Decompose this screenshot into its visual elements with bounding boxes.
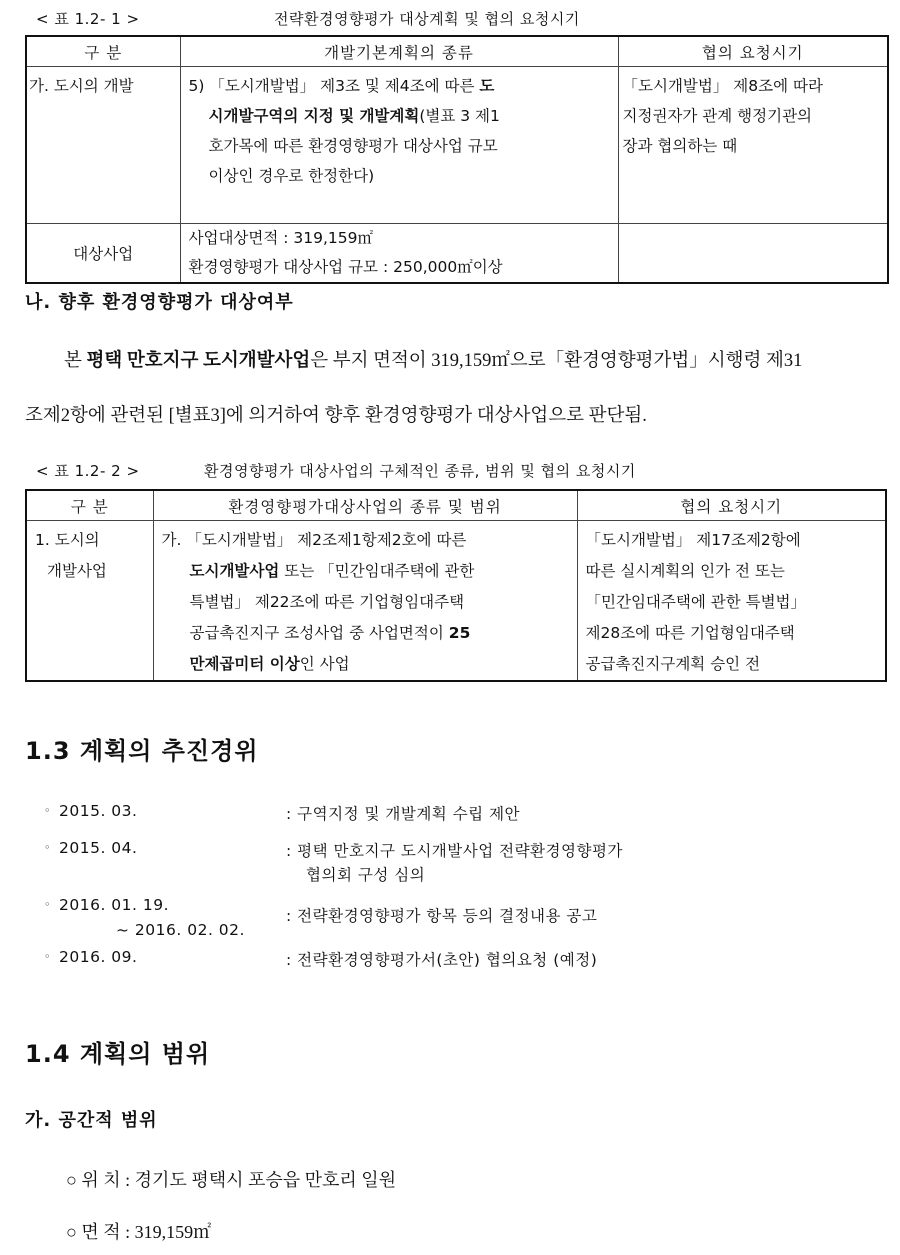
- type-line: 특별법」 제22조에 따른 기업형임대주택: [189, 593, 465, 611]
- history-item-date: ◦ 2016. 01. 19. ~ 2016. 02. 02.: [44, 896, 245, 939]
- header-project-type: 환경영향평가대상사업의 종류 및 범위: [153, 490, 577, 521]
- type-bold: 도시개발사업: [189, 562, 280, 580]
- plan-type-line: (별표 3 제1: [419, 107, 500, 125]
- project-scale-line: 환경영향평가 대상사업 규모 : 250,000㎡이상: [188, 258, 503, 276]
- table1-caption-title: 전략환경영향평가 대상계획 및 협의 요청시기: [274, 10, 580, 28]
- section-heading-future-eia: 나. 향후 환경영향평가 대상여부: [25, 292, 294, 313]
- header-timing: 협의 요청시기: [577, 490, 886, 521]
- timing-cell: [577, 521, 886, 682]
- history-item-desc: : 전략환경영향평가 항목 등의 결정내용 공고: [286, 907, 598, 925]
- table-header-row: [26, 36, 888, 67]
- plan-type-bold: 도: [479, 77, 495, 95]
- history-item-desc: : 전략환경영향평가서(초안) 협의요청 (예정): [286, 951, 598, 969]
- header-category: 구 분: [26, 36, 180, 67]
- plan-type-line: 5) 「도시개발법」 제3조 및 제4조에 따른: [188, 77, 480, 95]
- timing-line: 장과 협의하는 때: [622, 137, 738, 155]
- subsection-heading-spatial-scope: 가. 공간적 범위: [25, 1110, 158, 1131]
- project-type-cell: [153, 521, 577, 682]
- history-item-desc: : 평택 만호지구 도시개발사업 전략환경영향평가 협의회 구성 심의: [286, 842, 623, 884]
- type-line: 가. 「도시개발법」 제2조제1항제2호에 따른: [161, 531, 467, 549]
- type-line: 또는 「민간임대주택에 관한: [279, 562, 475, 580]
- history-item-desc: : 구역지정 및 개발계획 수립 제안: [286, 805, 521, 823]
- row-label-target-project: 대상사업: [26, 224, 180, 284]
- header-timing: 협의 요청시기: [618, 36, 888, 67]
- timing-line: 제28조에 따른 기업형임대주택: [585, 624, 795, 642]
- timing-line: 지정권자가 관계 행정기관의: [622, 107, 813, 125]
- table1-caption-number: < 표 1.2- 1 >: [36, 10, 140, 28]
- target-project-cell: [180, 224, 618, 284]
- paragraph-line-1: 본 평택 만호지구 도시개발사업은 부지 면적이 319,159㎡으로「환경영향평가법」시행령 제31: [64, 351, 803, 371]
- history-item-date: ◦ 2015. 04.: [44, 839, 138, 857]
- timing-line: 따른 실시계획의 인가 전 또는: [585, 562, 785, 580]
- history-item-date: ◦ 2015. 03.: [44, 802, 138, 820]
- eia-target-table: [25, 489, 887, 682]
- table2-caption-number: < 표 1.2- 2 >: [36, 462, 140, 480]
- timing-line: 「도시개발법」 제17조제2항에: [585, 531, 801, 549]
- timing-line: 「민간임대주택에 관한 특별법」: [585, 593, 807, 611]
- table-row: [26, 224, 888, 284]
- table-row: [26, 521, 886, 682]
- project-name: 평택 만호지구 도시개발사업: [86, 351, 311, 371]
- table-row: [26, 67, 888, 224]
- paragraph-line-2: 조제2항에 관련된 [별표3]에 의거하여 향후 환경영향평가 대상사업으로 판단됨.: [25, 406, 647, 426]
- section-heading-1-3: 1.3 계획의 추진경위: [25, 737, 259, 765]
- row-label-urban-development: 가. 도시의 개발: [26, 67, 180, 224]
- table2-caption-title: 환경영향평가 대상사업의 구체적인 종류, 범위 및 협의 요청시기: [204, 462, 636, 480]
- plan-type-line: 이상인 경우로 한정한다): [208, 167, 375, 185]
- planning-consultation-table: [25, 35, 889, 284]
- type-line: 인 사업: [299, 655, 350, 673]
- type-bold: 만제곱미터 이상: [189, 655, 300, 673]
- type-bold: 25: [448, 624, 471, 642]
- section-heading-1-4: 1.4 계획의 범위: [25, 1040, 211, 1068]
- history-item-date: ◦ 2016. 09.: [44, 948, 138, 966]
- area-line: ○ 면 적 : 319,159㎡: [66, 1222, 212, 1242]
- empty-cell: [618, 224, 888, 284]
- header-category: 구 분: [26, 490, 153, 521]
- timing-line: 공급촉진지구계획 승인 전: [585, 655, 761, 673]
- row-label-urban-dev-project: 1. 도시의 개발사업: [26, 521, 153, 682]
- header-plan-type: 개발기본계획의 종류: [180, 36, 618, 67]
- plan-type-line: 호가목에 따른 환경영향평가 대상사업 규모: [208, 137, 498, 155]
- type-line: 공급촉진지구 조성사업 중 사업면적이: [189, 624, 449, 642]
- location-line: ○ 위 치 : 경기도 평택시 포승읍 만호리 일원: [66, 1170, 397, 1190]
- plan-type-bold: 시개발구역의 지정 및 개발계획: [208, 107, 420, 125]
- plan-type-cell: [180, 67, 618, 224]
- table-header-row: [26, 490, 886, 521]
- project-area-line: 사업대상면적 : 319,159㎡: [188, 229, 374, 247]
- timing-line: 「도시개발법」 제8조에 따라: [622, 77, 823, 95]
- timing-cell: [618, 67, 888, 224]
